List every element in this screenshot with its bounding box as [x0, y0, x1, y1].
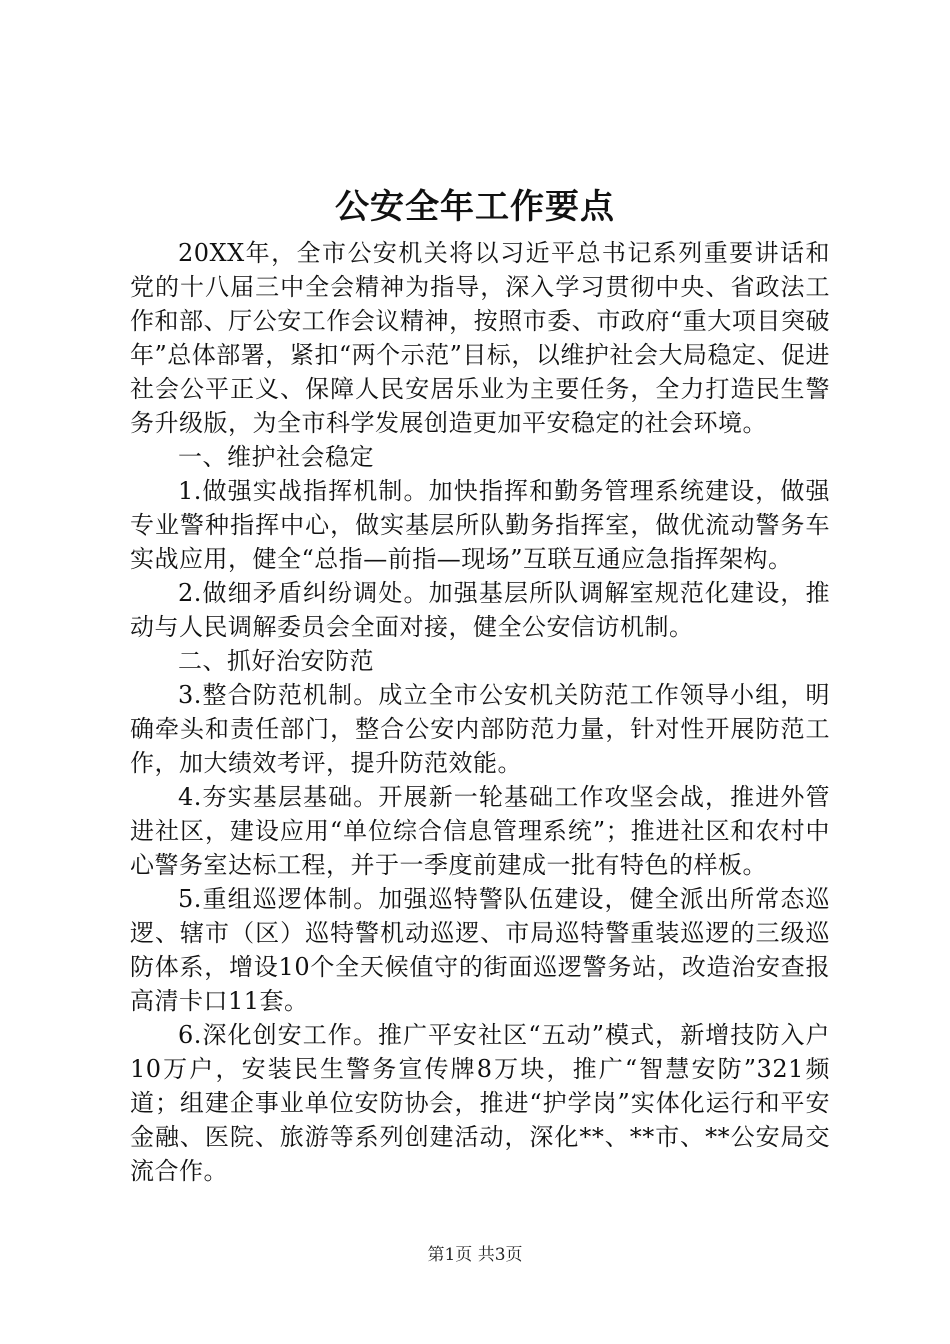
item-paragraph-4: 4.夯实基层基础。开展新一轮基础工作攻坚会战，推进外管进社区，建设应用“单位综合信息管理系统”；推进社区和农村中心警务室达标工程，并于一季度前建成一批有特色的样板。 [130, 783, 830, 879]
item-paragraph-6: 6.深化创安工作。推广平安社区“五动”模式，新增技防入户10万户，安装民生警务宣传牌8万块，推广“智慧安防”321频道；组建企事业单位安防协会，推进“护学岗”实体化运行和平安金融、医院、旅游等系列创建活动，深化**、**市、**公安局交流合作。 [130, 1021, 830, 1185]
item-paragraph-3: 3.整合防范机制。成立全市公安机关防范工作领导小组，明确牵头和责任部门，整合公安内部防范力量，针对性开展防范工作，加大绩效考评，提升防范效能。 [130, 681, 830, 777]
section-heading-stability: 一、维护社会稳定 [178, 443, 374, 471]
section-heading-prevention: 二、抓好治安防范 [178, 647, 374, 675]
item-paragraph-1: 1.做强实战指挥机制。加快指挥和勤务管理系统建设，做强专业警种指挥中心，做实基层所队勤务指挥室，做优流动警务车实战应用，健全“总指—前指—现场”互联互通应急指挥架构。 [130, 477, 830, 573]
page-footer: 第1页 共3页 [427, 1245, 523, 1265]
item-paragraph-5: 5.重组巡逻体制。加强巡特警队伍建设，健全派出所常态巡逻、辖市（区）巡特警机动巡逻、市局巡特警重装巡逻的三级巡防体系，增设10个全天候值守的街面巡逻警务站，改造治安查报高清卡口11套。 [130, 885, 830, 1015]
intro-paragraph: 20XX年，全市公安机关将以习近平总书记系列重要讲话和党的十八届三中全会精神为指导，深入学习贯彻中央、省政法工作和部、厅公安工作会议精神，按照市委、市政府“重大项目突破年”总体部署，紧扣“两个示范”目标，以维护社会大局稳定、促进社会公平正义、保障人民安居乐业为主要任务，全力打造民生警务升级版，为全市科学发展创造更加平安稳定的社会环境。 [130, 239, 830, 437]
item-paragraph-2: 2.做细矛盾纠纷调处。加强基层所队调解室规范化建设，推动与人民调解委员会全面对接，健全公安信访机制。 [130, 579, 830, 641]
document-title: 公安全年工作要点 [335, 187, 615, 227]
document-body [130, 236, 830, 1188]
